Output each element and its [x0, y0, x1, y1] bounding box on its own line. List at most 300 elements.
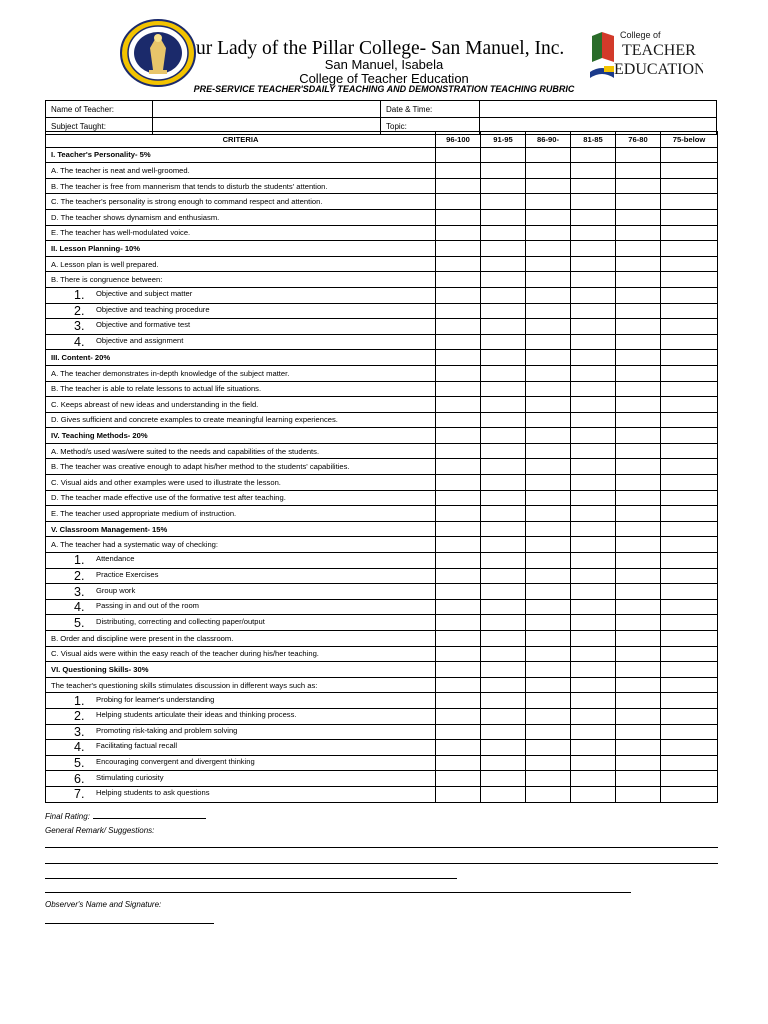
- score-cell[interactable]: [571, 272, 616, 288]
- score-cell[interactable]: [481, 163, 526, 179]
- score-cell[interactable]: [481, 428, 526, 444]
- score-cell[interactable]: [526, 334, 571, 350]
- score-cell[interactable]: [616, 334, 661, 350]
- score-cell[interactable]: [616, 225, 661, 241]
- score-cell[interactable]: [481, 256, 526, 272]
- general-remarks-label: General Remark/ Suggestions:: [45, 826, 155, 835]
- score-cell[interactable]: [481, 209, 526, 225]
- score-cell[interactable]: [571, 599, 616, 615]
- score-cell[interactable]: [616, 708, 661, 724]
- score-cell[interactable]: [481, 615, 526, 631]
- score-cell[interactable]: [436, 412, 481, 428]
- observer-block: [45, 900, 161, 909]
- score-cell[interactable]: [526, 599, 571, 615]
- score-cell[interactable]: [526, 287, 571, 303]
- score-cell[interactable]: [436, 475, 481, 491]
- score-cell[interactable]: [526, 147, 571, 163]
- rubric-criterion-row: [46, 646, 718, 662]
- score-cell[interactable]: [481, 412, 526, 428]
- score-cell[interactable]: [481, 381, 526, 397]
- score-cell[interactable]: [436, 397, 481, 413]
- score-cell[interactable]: [661, 303, 718, 319]
- score-cell[interactable]: [616, 147, 661, 163]
- score-cell[interactable]: [526, 397, 571, 413]
- score-cell[interactable]: [526, 708, 571, 724]
- score-cell[interactable]: [526, 553, 571, 569]
- score-cell[interactable]: [436, 256, 481, 272]
- score-cell[interactable]: [481, 677, 526, 693]
- score-cell[interactable]: [661, 147, 718, 163]
- criterion-text: [46, 599, 436, 615]
- score-cell[interactable]: [616, 521, 661, 537]
- score-cell[interactable]: [526, 365, 571, 381]
- score-cell[interactable]: [616, 209, 661, 225]
- score-cell[interactable]: [616, 163, 661, 179]
- score-cell[interactable]: [481, 662, 526, 678]
- score-cell[interactable]: [526, 350, 571, 366]
- score-cell[interactable]: [616, 568, 661, 584]
- score-cell[interactable]: [481, 350, 526, 366]
- score-cell[interactable]: [571, 365, 616, 381]
- item-number: 2.: [74, 303, 85, 318]
- score-cell[interactable]: [616, 428, 661, 444]
- score-cell[interactable]: [526, 428, 571, 444]
- score-cell[interactable]: [526, 646, 571, 662]
- score-cell[interactable]: [571, 755, 616, 771]
- score-cell[interactable]: [571, 256, 616, 272]
- score-cell[interactable]: [436, 786, 481, 802]
- rubric-criterion-row: [46, 568, 718, 584]
- score-cell[interactable]: [481, 178, 526, 194]
- score-cell[interactable]: [526, 568, 571, 584]
- score-cell[interactable]: [616, 506, 661, 522]
- score-cell[interactable]: [571, 319, 616, 335]
- score-cell[interactable]: [661, 365, 718, 381]
- criterion-text: [46, 568, 436, 584]
- score-cell[interactable]: [571, 771, 616, 787]
- score-cell[interactable]: [661, 646, 718, 662]
- score-cell[interactable]: [526, 724, 571, 740]
- score-cell[interactable]: [571, 194, 616, 210]
- score-cell[interactable]: [481, 506, 526, 522]
- score-cell[interactable]: [481, 241, 526, 257]
- score-cell[interactable]: [526, 178, 571, 194]
- score-cell[interactable]: [571, 334, 616, 350]
- score-cell[interactable]: [526, 475, 571, 491]
- rubric-section-row: [46, 662, 718, 678]
- score-cell[interactable]: [526, 272, 571, 288]
- score-cell[interactable]: [661, 740, 718, 756]
- score-cell[interactable]: [661, 178, 718, 194]
- score-cell[interactable]: [436, 272, 481, 288]
- score-cell[interactable]: [436, 521, 481, 537]
- score-cell[interactable]: [481, 490, 526, 506]
- footer: [45, 810, 206, 835]
- score-cell[interactable]: [661, 209, 718, 225]
- score-cell[interactable]: [661, 256, 718, 272]
- score-cell[interactable]: [481, 646, 526, 662]
- score-cell[interactable]: [436, 303, 481, 319]
- score-cell[interactable]: [481, 475, 526, 491]
- score-cell[interactable]: [616, 287, 661, 303]
- score-cell[interactable]: [436, 662, 481, 678]
- score-cell[interactable]: [571, 584, 616, 600]
- score-cell[interactable]: [526, 521, 571, 537]
- score-cell[interactable]: [661, 443, 718, 459]
- criterion-text: [46, 163, 436, 179]
- score-cell[interactable]: [436, 178, 481, 194]
- college-department: College of Teacher Education: [299, 71, 469, 86]
- score-cell[interactable]: [571, 724, 616, 740]
- score-cell[interactable]: [571, 443, 616, 459]
- score-cell[interactable]: [481, 599, 526, 615]
- score-cell[interactable]: [571, 397, 616, 413]
- criterion-text: [46, 256, 436, 272]
- score-cell[interactable]: [526, 771, 571, 787]
- score-cell[interactable]: [481, 397, 526, 413]
- score-cell[interactable]: [436, 163, 481, 179]
- score-cell[interactable]: [436, 631, 481, 647]
- criterion-text: [46, 412, 436, 428]
- score-cell[interactable]: [616, 256, 661, 272]
- score-cell[interactable]: [526, 319, 571, 335]
- score-cell[interactable]: [571, 677, 616, 693]
- score-cell[interactable]: [661, 693, 718, 709]
- score-cell[interactable]: [436, 350, 481, 366]
- score-cell[interactable]: [571, 412, 616, 428]
- score-cell[interactable]: [661, 194, 718, 210]
- criterion-label: Stimulating curiosity: [96, 772, 164, 782]
- score-cell[interactable]: [661, 521, 718, 537]
- criterion-text: [46, 677, 436, 693]
- score-cell[interactable]: [526, 662, 571, 678]
- score-cell[interactable]: [436, 334, 481, 350]
- score-cell[interactable]: [436, 693, 481, 709]
- score-cell[interactable]: [616, 740, 661, 756]
- score-cell[interactable]: [481, 755, 526, 771]
- score-cell[interactable]: [436, 241, 481, 257]
- score-cell[interactable]: [661, 475, 718, 491]
- score-cell[interactable]: [616, 459, 661, 475]
- score-cell[interactable]: [526, 194, 571, 210]
- score-cell[interactable]: [526, 755, 571, 771]
- score-cell[interactable]: [661, 334, 718, 350]
- score-cell[interactable]: [661, 755, 718, 771]
- score-cell[interactable]: [526, 693, 571, 709]
- score-cell[interactable]: [571, 693, 616, 709]
- score-cell[interactable]: [571, 740, 616, 756]
- score-cell[interactable]: [571, 209, 616, 225]
- score-cell[interactable]: [661, 490, 718, 506]
- rubric-criterion-row: [46, 693, 718, 709]
- score-cell[interactable]: [481, 568, 526, 584]
- criterion-text: [46, 443, 436, 459]
- score-cell[interactable]: [616, 615, 661, 631]
- score-cell[interactable]: [481, 693, 526, 709]
- score-cell[interactable]: [616, 724, 661, 740]
- score-cell[interactable]: [436, 771, 481, 787]
- score-cell[interactable]: [526, 163, 571, 179]
- score-cell[interactable]: [526, 381, 571, 397]
- score-cell[interactable]: [571, 428, 616, 444]
- score-cell[interactable]: [436, 599, 481, 615]
- criterion-text: [46, 303, 436, 319]
- score-cell[interactable]: [661, 771, 718, 787]
- remarks-line[interactable]: [45, 878, 457, 879]
- criterion-text: [46, 553, 436, 569]
- criterion-text: [46, 178, 436, 194]
- observer-signature-line[interactable]: [45, 923, 214, 924]
- score-cell[interactable]: [436, 459, 481, 475]
- rubric-section-row: [46, 428, 718, 444]
- score-cell[interactable]: [526, 615, 571, 631]
- score-cell[interactable]: [571, 553, 616, 569]
- score-cell[interactable]: [661, 272, 718, 288]
- score-cell[interactable]: [661, 350, 718, 366]
- score-cell[interactable]: [436, 381, 481, 397]
- section-label: II. Lesson Planning- 10%: [51, 243, 141, 253]
- score-cell[interactable]: [661, 568, 718, 584]
- score-cell[interactable]: [481, 740, 526, 756]
- score-cell[interactable]: [481, 584, 526, 600]
- score-cell[interactable]: [571, 241, 616, 257]
- score-cell[interactable]: [481, 708, 526, 724]
- score-cell[interactable]: [436, 319, 481, 335]
- score-cell[interactable]: [571, 475, 616, 491]
- score-cell[interactable]: [661, 631, 718, 647]
- score-cell[interactable]: [616, 662, 661, 678]
- score-cell[interactable]: [616, 584, 661, 600]
- score-cell[interactable]: [436, 615, 481, 631]
- score-cell[interactable]: [661, 412, 718, 428]
- score-cell[interactable]: [571, 521, 616, 537]
- score-cell[interactable]: [661, 428, 718, 444]
- score-cell[interactable]: [571, 163, 616, 179]
- score-cell[interactable]: [481, 272, 526, 288]
- score-cell[interactable]: [571, 537, 616, 553]
- score-cell[interactable]: [526, 209, 571, 225]
- remarks-line[interactable]: [45, 892, 631, 893]
- score-cell[interactable]: [526, 459, 571, 475]
- score-cell[interactable]: [436, 646, 481, 662]
- score-cell[interactable]: [616, 272, 661, 288]
- score-cell[interactable]: [436, 537, 481, 553]
- score-cell[interactable]: [616, 553, 661, 569]
- score-cell[interactable]: [436, 553, 481, 569]
- item-number: 6.: [74, 771, 85, 786]
- score-cell[interactable]: [616, 693, 661, 709]
- score-cell[interactable]: [571, 459, 616, 475]
- score-cell[interactable]: [436, 287, 481, 303]
- score-cell[interactable]: [616, 365, 661, 381]
- score-cell[interactable]: [661, 553, 718, 569]
- final-rating-field[interactable]: [93, 810, 206, 819]
- score-cell[interactable]: [616, 755, 661, 771]
- rubric-table: [45, 131, 718, 803]
- score-cell[interactable]: [661, 225, 718, 241]
- score-cell[interactable]: [571, 615, 616, 631]
- score-cell[interactable]: [571, 178, 616, 194]
- score-cell[interactable]: [616, 475, 661, 491]
- teacher-info-table: [45, 100, 717, 135]
- criterion-label: Helping students to ask questions: [96, 788, 210, 798]
- score-cell[interactable]: [481, 786, 526, 802]
- rubric-criterion-row: [46, 225, 718, 241]
- score-cell[interactable]: [481, 365, 526, 381]
- score-cell[interactable]: [436, 490, 481, 506]
- score-cell[interactable]: [571, 490, 616, 506]
- score-cell[interactable]: [571, 147, 616, 163]
- rubric-header-row: [46, 132, 718, 148]
- score-cell[interactable]: [661, 459, 718, 475]
- score-cell[interactable]: [661, 677, 718, 693]
- score-cell[interactable]: [661, 662, 718, 678]
- score-cell[interactable]: [526, 631, 571, 647]
- score-cell[interactable]: [526, 443, 571, 459]
- score-cell[interactable]: [661, 537, 718, 553]
- score-cell[interactable]: [436, 584, 481, 600]
- score-cell[interactable]: [616, 194, 661, 210]
- score-cell[interactable]: [616, 412, 661, 428]
- score-cell[interactable]: [616, 631, 661, 647]
- score-cell[interactable]: [526, 225, 571, 241]
- score-cell[interactable]: [616, 319, 661, 335]
- score-cell[interactable]: [481, 287, 526, 303]
- score-cell[interactable]: [661, 584, 718, 600]
- item-number: 3.: [74, 724, 85, 739]
- score-cell[interactable]: [436, 677, 481, 693]
- score-cell[interactable]: [436, 365, 481, 381]
- date-time-label: Date & Time:: [381, 101, 480, 118]
- score-cell[interactable]: [526, 537, 571, 553]
- score-cell[interactable]: [661, 287, 718, 303]
- score-cell[interactable]: [571, 708, 616, 724]
- score-cell[interactable]: [436, 443, 481, 459]
- score-cell[interactable]: [436, 225, 481, 241]
- score-cell[interactable]: [481, 537, 526, 553]
- score-cell[interactable]: [661, 724, 718, 740]
- score-cell[interactable]: [616, 677, 661, 693]
- name-of-teacher-field[interactable]: [153, 101, 381, 118]
- score-cell[interactable]: [526, 584, 571, 600]
- score-cell[interactable]: [436, 209, 481, 225]
- score-cell[interactable]: [661, 241, 718, 257]
- score-cell[interactable]: [526, 677, 571, 693]
- score-cell[interactable]: [526, 740, 571, 756]
- score-cell[interactable]: [436, 755, 481, 771]
- score-cell[interactable]: [661, 615, 718, 631]
- score-cell[interactable]: [616, 381, 661, 397]
- score-cell[interactable]: [571, 350, 616, 366]
- score-cell[interactable]: [436, 428, 481, 444]
- score-cell[interactable]: [616, 443, 661, 459]
- score-cell[interactable]: [661, 381, 718, 397]
- score-cell[interactable]: [661, 319, 718, 335]
- criterion-label: Distributing, correcting and collecting paper/output: [96, 616, 265, 626]
- rubric-criterion-row: [46, 163, 718, 179]
- score-cell[interactable]: [661, 397, 718, 413]
- score-cell[interactable]: [526, 490, 571, 506]
- score-cell[interactable]: [436, 568, 481, 584]
- score-cell[interactable]: [571, 662, 616, 678]
- score-cell[interactable]: [571, 568, 616, 584]
- score-cell[interactable]: [481, 553, 526, 569]
- score-cell[interactable]: [481, 147, 526, 163]
- criterion-label: B. The teacher was creative enough to adapt his/her method to the students' capabilities.: [51, 462, 350, 472]
- score-cell[interactable]: [616, 537, 661, 553]
- score-cell[interactable]: [481, 443, 526, 459]
- score-cell[interactable]: [661, 506, 718, 522]
- score-cell[interactable]: [571, 631, 616, 647]
- score-cell[interactable]: [526, 256, 571, 272]
- remarks-line[interactable]: [45, 863, 718, 864]
- score-cell[interactable]: [616, 646, 661, 662]
- score-cell[interactable]: [616, 350, 661, 366]
- score-cell[interactable]: [571, 225, 616, 241]
- score-cell[interactable]: [616, 397, 661, 413]
- remarks-line[interactable]: [45, 847, 718, 848]
- score-cell[interactable]: [526, 303, 571, 319]
- score-cell[interactable]: [571, 506, 616, 522]
- score-cell[interactable]: [481, 521, 526, 537]
- score-cell[interactable]: [526, 241, 571, 257]
- score-cell[interactable]: [481, 194, 526, 210]
- score-cell[interactable]: [481, 771, 526, 787]
- score-cell[interactable]: [481, 334, 526, 350]
- score-cell[interactable]: [616, 599, 661, 615]
- score-cell[interactable]: [661, 786, 718, 802]
- score-cell[interactable]: [436, 708, 481, 724]
- score-cell[interactable]: [616, 786, 661, 802]
- item-number: 2.: [74, 568, 85, 583]
- score-cell[interactable]: [436, 147, 481, 163]
- score-cell[interactable]: [481, 459, 526, 475]
- score-cell[interactable]: [661, 708, 718, 724]
- score-cell[interactable]: [436, 194, 481, 210]
- score-cell[interactable]: [436, 724, 481, 740]
- score-header: 76-80: [616, 132, 661, 148]
- score-cell[interactable]: [526, 786, 571, 802]
- score-cell[interactable]: [436, 740, 481, 756]
- score-cell[interactable]: [661, 163, 718, 179]
- score-cell[interactable]: [616, 178, 661, 194]
- section-title: [46, 521, 436, 537]
- score-cell[interactable]: [481, 303, 526, 319]
- score-cell[interactable]: [571, 381, 616, 397]
- score-cell[interactable]: [661, 599, 718, 615]
- section-label: I. Teacher's Personality- 5%: [51, 150, 151, 160]
- score-cell[interactable]: [436, 506, 481, 522]
- score-cell[interactable]: [616, 303, 661, 319]
- score-cell[interactable]: [526, 412, 571, 428]
- score-cell[interactable]: [526, 506, 571, 522]
- score-cell[interactable]: [616, 771, 661, 787]
- score-cell[interactable]: [616, 490, 661, 506]
- rubric-criterion-row: [46, 631, 718, 647]
- score-cell[interactable]: [571, 646, 616, 662]
- score-cell[interactable]: [481, 225, 526, 241]
- score-cell[interactable]: [571, 303, 616, 319]
- score-cell[interactable]: [571, 786, 616, 802]
- score-cell[interactable]: [481, 319, 526, 335]
- score-cell[interactable]: [616, 241, 661, 257]
- score-cell[interactable]: [481, 631, 526, 647]
- date-time-field[interactable]: [480, 101, 717, 118]
- score-cell[interactable]: [481, 724, 526, 740]
- rubric-criterion-row: [46, 506, 718, 522]
- score-cell[interactable]: [571, 287, 616, 303]
- score-header: 75-below: [661, 132, 718, 148]
